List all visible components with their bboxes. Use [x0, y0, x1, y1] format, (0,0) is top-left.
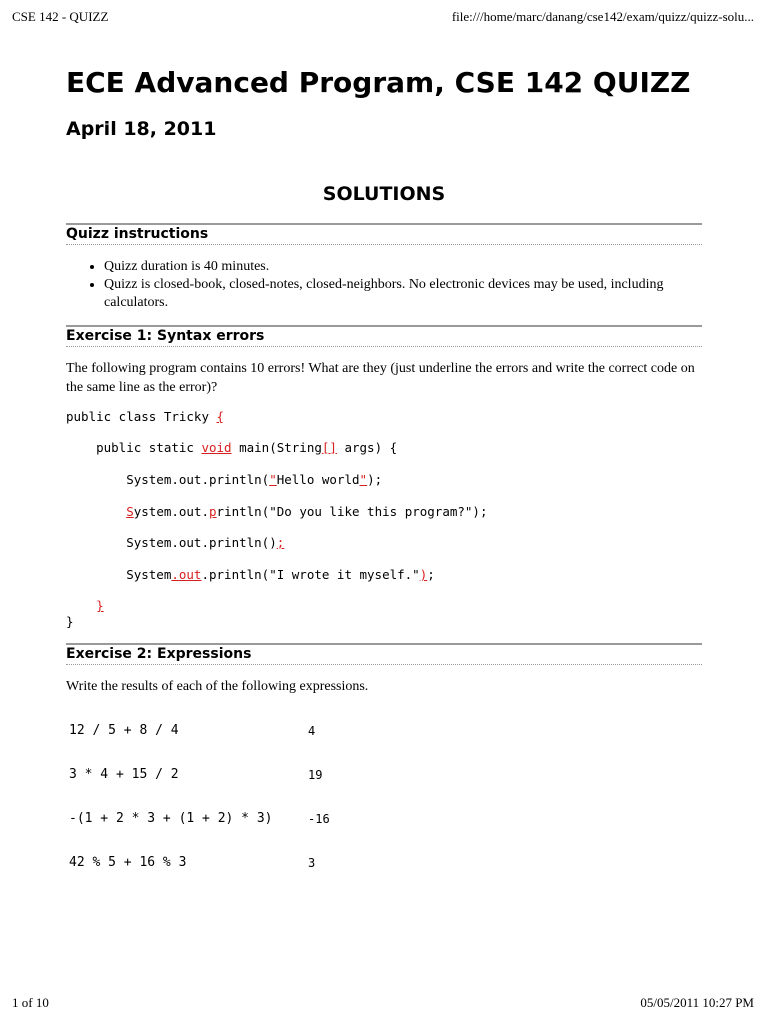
- exercise2-description: Write the results of each of the following expressions.: [66, 679, 369, 694]
- error-mark: .out: [171, 567, 202, 582]
- error-mark: p: [209, 504, 217, 519]
- code-line: public class Tricky {: [66, 409, 225, 424]
- code-line: public static void main(String[] args) {: [66, 440, 398, 455]
- print-timestamp: 05/05/2011 10:27 PM: [640, 995, 754, 1010]
- solutions-heading: SOLUTIONS: [322, 183, 446, 205]
- page-header-url: file:///home/marc/danang/cse142/exam/quizz/quizz-solu...: [451, 9, 754, 24]
- document-title: ECE Advanced Program, CSE 142 QUIZZ: [66, 66, 691, 99]
- instructions-heading: Quizz instructions: [66, 223, 702, 245]
- expression: -(1 + 2 * 3 + (1 + 2) * 3): [69, 811, 273, 826]
- code-line: System.out.println();: [66, 535, 285, 550]
- expression: 12 / 5 + 8 / 4: [69, 723, 179, 738]
- expression: 42 % 5 + 16 % 3: [69, 855, 187, 870]
- code-line: [66, 598, 104, 613]
- page-counter: 1 of 10: [12, 995, 49, 1010]
- instruction-item: • Quizz duration is 40 minutes.: [104, 258, 702, 276]
- expression-result: 3: [308, 856, 316, 870]
- error-mark: ": [269, 472, 277, 487]
- error-mark: void: [201, 440, 232, 455]
- expression-result: 19: [308, 768, 323, 782]
- code-line: System.out.println("Hello world");: [66, 472, 383, 487]
- code-line: }: [66, 614, 74, 629]
- error-mark: S: [126, 504, 134, 519]
- code-line: System.out.println("Do you like this program?");: [126, 504, 488, 519]
- instruction-item: • Quizz is closed-book, closed-notes, closed-neighbors. No electronic devices may be used, including calculators.: [104, 276, 702, 312]
- code-line: System.out.println("I wrote it myself.");: [66, 567, 435, 582]
- expression-result: -16: [308, 812, 330, 826]
- instructions-list: [66, 258, 702, 312]
- exercise1-heading: Exercise 1: Syntax errors: [66, 325, 702, 347]
- error-mark: ): [419, 567, 428, 582]
- page-header-title: CSE 142 - QUIZZ: [12, 9, 109, 24]
- expression: 3 * 4 + 15 / 2: [69, 767, 179, 782]
- error-mark: ;: [276, 535, 285, 550]
- exercise2-heading: Exercise 2: Expressions: [66, 643, 702, 665]
- document-date: April 18, 2011: [66, 118, 217, 140]
- error-mark: []: [321, 440, 337, 455]
- expression-result: 4: [308, 724, 316, 738]
- exercise1-description: The following program contains 10 errors! What are they (just underline the errors and write the correct code on the same line as the error)?: [66, 361, 695, 395]
- error-mark: ": [359, 472, 368, 487]
- error-mark: {: [216, 409, 225, 424]
- error-mark: }: [96, 598, 104, 613]
